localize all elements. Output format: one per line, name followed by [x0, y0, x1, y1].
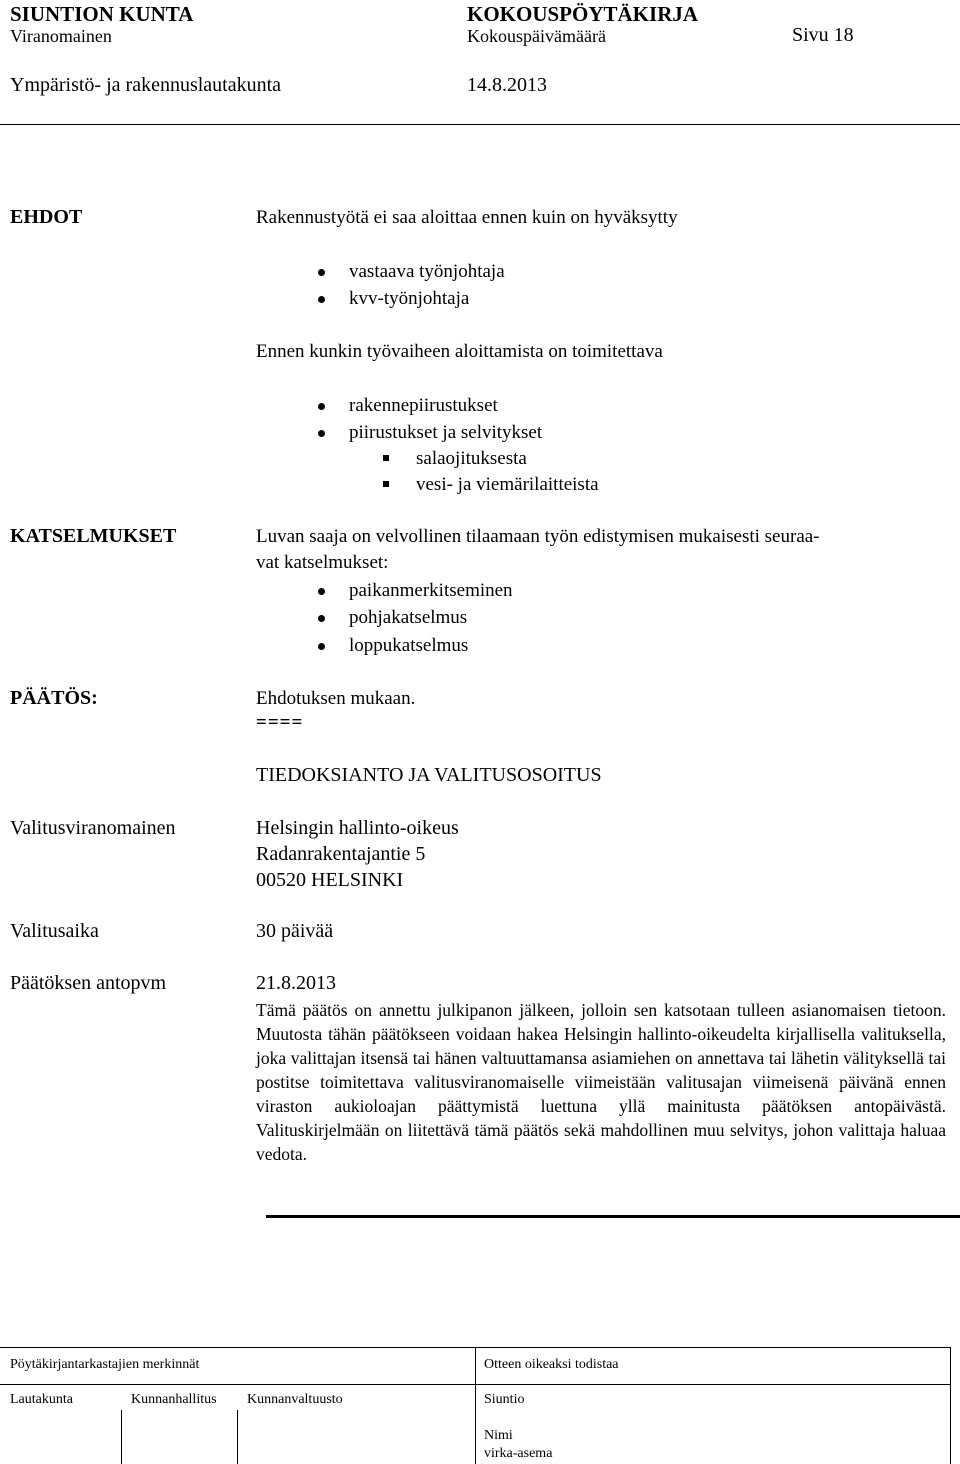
list-item: salaojituksesta [416, 448, 527, 469]
authority-name: Ympäristö- ja rakennuslautakunta [10, 74, 282, 96]
list-item: vesi- ja viemärilaitteista [416, 474, 599, 495]
bullet-icon [318, 430, 325, 437]
footer-right-border [950, 1347, 951, 1464]
section-divider [266, 1215, 960, 1218]
council-label: Kunnanvaltuusto [247, 1392, 343, 1407]
list-item: rakennepiirustukset [349, 395, 498, 416]
footer-divider [475, 1347, 476, 1464]
document-type: KOKOUSPÖYTÄKIRJA [467, 2, 699, 26]
header-rule [0, 124, 960, 125]
appeal-text: Tämä päätös on annettu julkipanon jälkeen, jolloin sen katsotaan tulleen asianomaisen tietoon. Muutosta tähän päätökseen voidaan hakea Helsingin hallinto-oikeudelta kirjallisella valituksella, joka valittajan itsensä tai hänen valtuuttamansa asiamiehen on annettava tai lähetin välityksellä tai postitse toimitettava valitusviranomaiselle viimeistään valitusajan viimeisenä päivänä ennen viraston aukioloajan päättymistä luettuna yllä mainitusta päätöksen antopäivästä. Valituskirjelmään on liitettävä tämä päätös sekä mahdollinen muu selvitys, johon valittaja haluaa vedota. [256, 1000, 946, 1164]
list-item: loppukatselmus [349, 635, 469, 656]
place-label: Siuntio [484, 1392, 525, 1407]
katselmukset-label: KATSELMUKSET [10, 525, 177, 547]
square-bullet-icon [383, 455, 389, 461]
footer-cell-border [121, 1410, 122, 1464]
name-label: Nimi [484, 1428, 513, 1443]
list-item: piirustukset ja selvitykset [349, 422, 543, 443]
paatos-label: PÄÄTÖS: [10, 687, 98, 709]
authority-line: 00520 HELSINKI [256, 869, 404, 891]
authority-label: Viranomainen [10, 26, 112, 46]
katselmukset-text-1: Luvan saaja on velvollinen tilaamaan työn edistymisen mukaisesti seuraa- [256, 526, 820, 547]
org-name: SIUNTION KUNTA [10, 2, 194, 26]
bullet-icon [318, 403, 325, 410]
valitusaika-label: Valitusaika [10, 920, 99, 942]
katselmukset-text-2: vat katselmukset: [256, 552, 389, 573]
decision-date-label: Päätöksen antopvm [10, 972, 167, 994]
bullet-icon [318, 269, 325, 276]
title-label: virka-asema [484, 1446, 553, 1461]
authority-line: Radanrakentajantie 5 [256, 843, 426, 865]
ehdot-before-phase: Ennen kunkin työvaiheen aloittamista on toimitettava [256, 341, 663, 362]
valitusaika-value: 30 päivää [256, 920, 334, 942]
appeal-paragraph [256, 998, 946, 1166]
municipal-board-label: Kunnanhallitus [131, 1392, 217, 1407]
ehdot-label: EHDOT [10, 206, 83, 228]
list-item: pohjakatselmus [349, 607, 468, 628]
bullet-icon [318, 296, 325, 303]
square-bullet-icon [383, 481, 389, 487]
ehdot-intro: Rakennustyötä ei saa aloittaa ennen kuin on hyväksytty [256, 207, 678, 228]
decision-date: 21.8.2013 [256, 972, 336, 994]
list-item: paikanmerkitseminen [349, 580, 513, 601]
bullet-icon [318, 643, 325, 650]
bullet-icon [318, 615, 325, 622]
inspectors-label: Pöytäkirjantarkastajien merkinnät [10, 1357, 200, 1372]
paatos-text: Ehdotuksen mukaan. [256, 688, 416, 709]
page-number: Sivu 18 [792, 24, 854, 46]
certified-label: Otteen oikeaksi todistaa [484, 1357, 619, 1372]
authority-line: Helsingin hallinto-oikeus [256, 817, 459, 839]
list-item: vastaava työnjohtaja [349, 261, 505, 282]
meeting-date-label: Kokouspäivämäärä [467, 26, 606, 46]
list-item: kvv-työnjohtaja [349, 288, 470, 309]
valitus-heading: TIEDOKSIANTO JA VALITUSOSOITUS [256, 764, 602, 786]
valitusviranomainen-label: Valitusviranomainen [10, 817, 176, 839]
board-label: Lautakunta [10, 1392, 73, 1407]
footer-cell-border [237, 1410, 238, 1464]
meeting-date: 14.8.2013 [467, 74, 547, 96]
paatos-separator: ==== [256, 712, 304, 733]
bullet-icon [318, 588, 325, 595]
